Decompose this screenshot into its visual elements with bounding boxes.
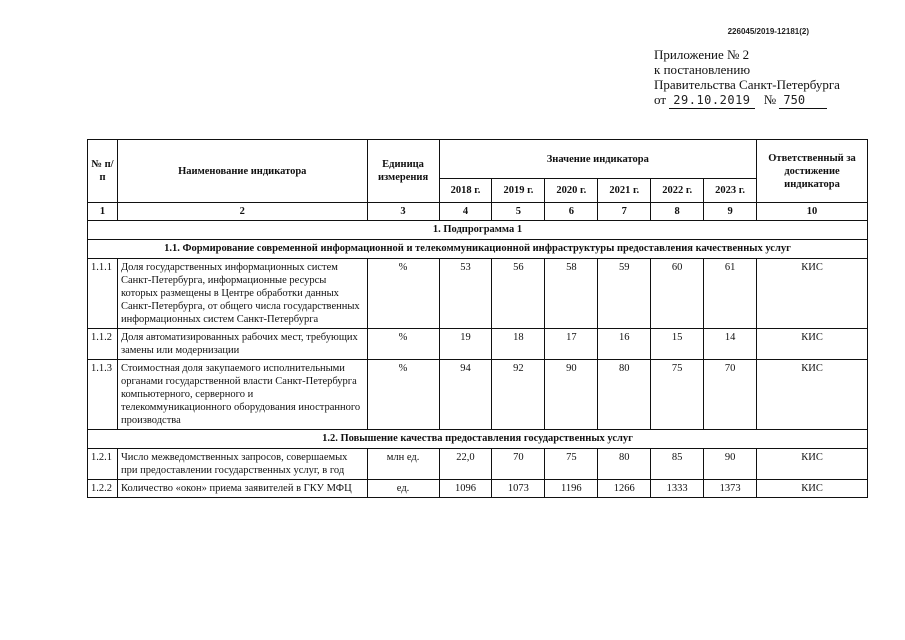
column-number: 5 xyxy=(492,203,545,221)
indicator-value: 92 xyxy=(492,360,545,430)
section-title: 1.2. Повышение качества предоставления государственных услуг xyxy=(88,430,868,449)
subprogram-title: 1. Подпрограмма 1 xyxy=(88,221,868,240)
indicator-value: 15 xyxy=(651,329,704,360)
column-number: 2 xyxy=(117,203,367,221)
indicator-value: 90 xyxy=(545,360,598,430)
header-year: 2020 г. xyxy=(545,179,598,203)
indicator-value: 17 xyxy=(545,329,598,360)
resolution-date: 29.10.2019 xyxy=(669,93,754,109)
indicator-value: 1196 xyxy=(545,480,598,498)
header-value-group: Значение индикатора xyxy=(439,140,757,179)
indicator-name: Доля автоматизированных рабочих мест, требующих замены или модернизации xyxy=(117,329,367,360)
header-year: 2019 г. xyxy=(492,179,545,203)
indicator-value: 1096 xyxy=(439,480,492,498)
section-row xyxy=(88,240,868,259)
header-year: 2018 г. xyxy=(439,179,492,203)
indicator-unit: млн ед. xyxy=(367,449,439,480)
column-number: 8 xyxy=(651,203,704,221)
indicator-value: 58 xyxy=(545,259,598,329)
indicator-value: 75 xyxy=(651,360,704,430)
from-label: от xyxy=(654,92,667,107)
indicator-value: 1266 xyxy=(598,480,651,498)
indicator-responsible: КИС xyxy=(757,480,868,498)
header-year: 2023 г. xyxy=(704,179,757,203)
row-number: 1.1.3 xyxy=(88,360,118,430)
appendix-government-line: Правительства Санкт-Петербурга xyxy=(654,77,840,92)
indicator-responsible: КИС xyxy=(757,259,868,329)
indicator-responsible: КИС xyxy=(757,360,868,430)
header-unit: Единица измерения xyxy=(367,140,439,203)
indicator-value: 56 xyxy=(492,259,545,329)
number-label: № xyxy=(763,92,777,107)
indicators-table xyxy=(87,139,868,498)
indicator-value: 22,0 xyxy=(439,449,492,480)
header-row-top xyxy=(88,140,868,179)
section-title: 1.1. Формирование современной информационной и телекоммуникационной инфраструктуры предоставления качественных услуг xyxy=(88,240,868,259)
indicator-value: 85 xyxy=(651,449,704,480)
table-row xyxy=(88,360,868,430)
indicator-value: 19 xyxy=(439,329,492,360)
header-year: 2022 г. xyxy=(651,179,704,203)
column-number-row xyxy=(88,203,868,221)
indicator-value: 16 xyxy=(598,329,651,360)
section-row xyxy=(88,430,868,449)
indicator-name: Число межведомственных запросов, совершаемых при предоставлении государственных услуг, в год xyxy=(117,449,367,480)
row-number: 1.1.1 xyxy=(88,259,118,329)
subprogram-row xyxy=(88,221,868,240)
indicator-value: 14 xyxy=(704,329,757,360)
indicator-unit: % xyxy=(367,329,439,360)
column-number: 7 xyxy=(598,203,651,221)
indicator-value: 53 xyxy=(439,259,492,329)
column-number: 9 xyxy=(704,203,757,221)
column-number: 3 xyxy=(367,203,439,221)
indicator-responsible: КИС xyxy=(757,449,868,480)
indicator-value: 59 xyxy=(598,259,651,329)
indicator-value: 70 xyxy=(492,449,545,480)
column-number: 4 xyxy=(439,203,492,221)
indicator-value: 1073 xyxy=(492,480,545,498)
table-row xyxy=(88,449,868,480)
document-number: 226045/2019-12181(2) xyxy=(727,27,809,36)
row-number: 1.2.1 xyxy=(88,449,118,480)
appendix-header xyxy=(654,47,854,109)
column-number: 6 xyxy=(545,203,598,221)
appendix-date-line xyxy=(654,92,854,109)
indicator-value: 61 xyxy=(704,259,757,329)
indicator-value: 94 xyxy=(439,360,492,430)
row-number: 1.2.2 xyxy=(88,480,118,498)
indicator-value: 60 xyxy=(651,259,704,329)
indicator-value: 90 xyxy=(704,449,757,480)
indicator-name: Количество «окон» приема заявителей в ГКУ МФЦ xyxy=(117,480,367,498)
resolution-number: 750 xyxy=(779,93,827,109)
indicator-value: 80 xyxy=(598,449,651,480)
indicator-value: 1373 xyxy=(704,480,757,498)
header-year: 2021 г. xyxy=(598,179,651,203)
indicator-value: 1333 xyxy=(651,480,704,498)
indicator-name: Стоимостная доля закупаемого исполнительными органами государственной власти Санкт-Петербурга компьютерного, серверного и телекоммуникационного оборудования иностранного производства xyxy=(117,360,367,430)
table-row xyxy=(88,259,868,329)
header-responsible: Ответственный за достижение индикатора xyxy=(757,140,868,203)
row-number: 1.1.2 xyxy=(88,329,118,360)
indicator-unit: ед. xyxy=(367,480,439,498)
column-number: 10 xyxy=(757,203,868,221)
indicator-unit: % xyxy=(367,259,439,329)
table-row xyxy=(88,329,868,360)
indicator-value: 70 xyxy=(704,360,757,430)
appendix-title: Приложение № 2 xyxy=(654,47,750,62)
appendix-resolution-line: к постановлению xyxy=(654,62,751,77)
indicator-value: 18 xyxy=(492,329,545,360)
indicator-value: 75 xyxy=(545,449,598,480)
table-row xyxy=(88,480,868,498)
header-num: № п/п xyxy=(88,140,118,203)
indicator-responsible: КИС xyxy=(757,329,868,360)
indicator-value: 80 xyxy=(598,360,651,430)
column-number: 1 xyxy=(88,203,118,221)
header-name: Наименование индикатора xyxy=(117,140,367,203)
indicator-name: Доля государственных информационных систем Санкт-Петербурга, информационные ресурсы которых размещены в Центре обработки данных Санкт-Петербурга, от общего числа государственных информационных систем Санкт-Петербурга xyxy=(117,259,367,329)
indicator-unit: % xyxy=(367,360,439,430)
